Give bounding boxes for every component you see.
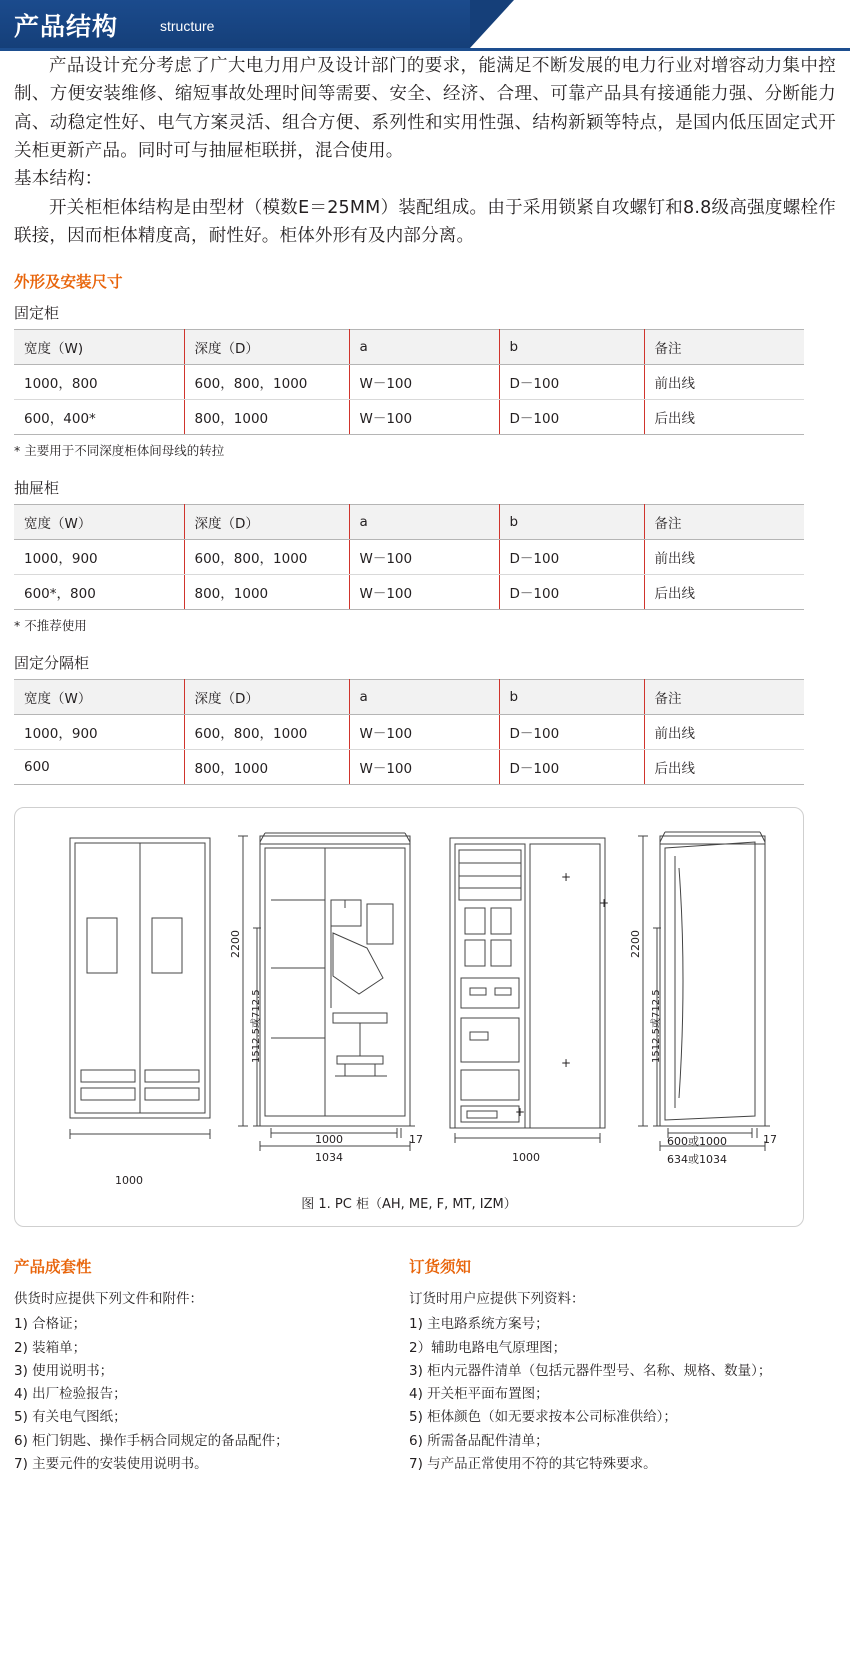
figure-label-front-width: 1000 (115, 1174, 143, 1188)
col-header-b: b (499, 505, 644, 540)
figure-marker-plus-4: + (515, 1105, 526, 1120)
list-item: 1) 合格证； (14, 1316, 87, 1333)
col-header-a: a (349, 330, 499, 365)
col-header-remark: 备注 (644, 680, 804, 715)
cell-width: 600，400* (14, 400, 184, 435)
list-item: 4) 出厂检验报告； (14, 1386, 127, 1403)
table-note-2: * 不推荐使用 (14, 618, 87, 634)
col-header-width: 宽度（W) (14, 330, 184, 365)
header-underline (0, 48, 850, 51)
cell-remark: 前出线 (644, 715, 804, 750)
list-item: 3) 柜内元器件清单（包括元器件型号、名称、规格、数量）； (409, 1362, 772, 1379)
cell-width: 1000，900 (14, 715, 184, 750)
table-group-drawer-cabinet (0, 477, 850, 634)
col-header-b: b (499, 330, 644, 365)
table-header-row (14, 330, 804, 365)
cell-depth: 800，1000 (184, 400, 349, 435)
cell-b: D－100 (499, 575, 644, 610)
list-item: 3) 使用说明书； (14, 1362, 114, 1379)
page-title-en: structure (160, 18, 215, 34)
table-row (14, 540, 804, 575)
ordering-notice-title: 订货须知 (409, 1258, 472, 1277)
cell-b: D－100 (499, 750, 644, 785)
cell-width: 600*，800 (14, 575, 184, 610)
figure-label-side-height: 2200 (629, 930, 642, 959)
figure-label-section-subheight: 1512.5或712.5 (251, 989, 262, 1064)
table-group-fixed-partition-cabinet (0, 652, 850, 785)
dimensions-table-2 (14, 504, 804, 610)
cell-b: D－100 (499, 540, 644, 575)
cell-b: D－100 (499, 365, 644, 400)
intro-section (0, 52, 850, 292)
table-row (14, 750, 804, 785)
col-header-depth: 深度（D） (184, 330, 349, 365)
product-completeness-lead: 供货时应提供下列文件和附件： (14, 1291, 203, 1308)
product-completeness-column (14, 1255, 409, 1476)
figure-label-side-inner-width: 600或1000 (667, 1135, 727, 1149)
list-item: 7) 与产品正常使用不符的其它特殊要求。 (409, 1455, 657, 1472)
dimensions-section-title: 外形及安装尺寸 (14, 273, 123, 292)
cell-depth: 800，1000 (184, 750, 349, 785)
table-header-row (14, 680, 804, 715)
figure-marker-plus-2: + (599, 896, 610, 911)
figure-label-side-subheight: 1512.5或712.5 (651, 989, 662, 1064)
cell-depth: 600，800，1000 (184, 365, 349, 400)
product-completeness-title: 产品成套性 (14, 1258, 92, 1277)
cell-remark: 前出线 (644, 365, 804, 400)
list-item: 4) 开关柜平面布置图； (409, 1386, 549, 1403)
intro-paragraph-1: 产品设计充分考虑了广大电力用户及设计部门的要求，能满足不断发展的电力行业对增容动力集中控制、方便安装维修、缩短事故处理时间等需要、安全、经济、合理、可靠产品具有接通能力强、分断能力高、动稳定性好、电气方案灵活、组合方便、系列性和实用性强、结构新颖等特点，是国内低压固定式开关柜更新产品。同时可与抽屉柜联拼，混合使用。 (14, 56, 836, 162)
bottom-spacer (0, 1476, 850, 1516)
list-item: 1) 主电路系统方案号； (409, 1316, 549, 1333)
list-item: 2) 装箱单； (14, 1339, 87, 1356)
figure-label-third-width: 1000 (512, 1151, 540, 1165)
page-header (0, 0, 850, 52)
table-group-fixed-cabinet (0, 302, 850, 459)
cell-remark: 后出线 (644, 400, 804, 435)
list-item: 5) 有关电气图纸； (14, 1409, 127, 1426)
cell-a: W－100 (349, 540, 499, 575)
figure-label-section-edge: 17 (409, 1133, 423, 1147)
figure-label-section-outer-width: 1034 (315, 1151, 343, 1165)
list-item: 7) 主要元件的安装使用说明书。 (14, 1455, 208, 1472)
table-row (14, 365, 804, 400)
col-header-depth: 深度（D） (184, 505, 349, 540)
list-item: 5) 柜体颜色（如无要求按本公司标准供给）； (409, 1409, 677, 1426)
table-caption-1: 固定柜 (14, 304, 60, 323)
cell-remark: 前出线 (644, 540, 804, 575)
intro-subtitle: 基本结构： (14, 169, 103, 190)
figure-marker-plus-1: + (561, 870, 572, 885)
cell-a: W－100 (349, 575, 499, 610)
table-header-row (14, 505, 804, 540)
cell-a: W－100 (349, 400, 499, 435)
cell-remark: 后出线 (644, 575, 804, 610)
cell-b: D－100 (499, 715, 644, 750)
col-header-remark: 备注 (644, 330, 804, 365)
figure-label-side-edge: 17 (763, 1133, 777, 1147)
col-header-depth: 深度（D） (184, 680, 349, 715)
col-header-remark: 备注 (644, 505, 804, 540)
intro-paragraph-2: 开关柜柜体结构是由型材（模数E＝25MM）装配组成。由于采用锁紧自攻螺钉和8.8级高强度螺栓作联接，因而柜体精度高，耐性好。柜体外形有及内部分离。 (14, 197, 836, 247)
page-title: 产品结构 (14, 12, 119, 41)
ordering-notice-column (409, 1255, 804, 1476)
cell-remark: 后出线 (644, 750, 804, 785)
col-header-b: b (499, 680, 644, 715)
table-note-1: * 主要用于不同深度柜体间母线的转拉 (14, 443, 225, 459)
product-completeness-list (14, 1313, 395, 1476)
table-caption-2: 抽屉柜 (14, 479, 60, 498)
cell-b: D－100 (499, 400, 644, 435)
figure-marker-plus-3: + (561, 1056, 572, 1071)
col-header-a: a (349, 680, 499, 715)
col-header-width: 宽度（W） (14, 505, 184, 540)
cell-depth: 600，800，1000 (184, 715, 349, 750)
figure-label-section-height: 2200 (229, 930, 242, 959)
cell-width: 600 (14, 750, 184, 785)
figure-label-section-inner-width: 1000 (315, 1133, 343, 1147)
table-caption-3: 固定分隔柜 (14, 654, 90, 673)
col-header-width: 宽度（W） (14, 680, 184, 715)
dimensions-table-1 (14, 329, 804, 435)
list-item: 6) 所需备品配件清单； (409, 1432, 549, 1449)
list-item: 6) 柜门钥匙、操作手柄合同规定的备品配件； (14, 1432, 289, 1449)
cell-a: W－100 (349, 365, 499, 400)
dimensions-table-3 (14, 679, 804, 785)
cell-width: 1000，900 (14, 540, 184, 575)
ordering-notice-list (409, 1313, 790, 1476)
ordering-notice-lead: 订货时用户应提供下列资料： (409, 1291, 585, 1308)
bottom-section (14, 1255, 804, 1476)
table-row (14, 575, 804, 610)
figure-panel (14, 807, 804, 1227)
figure-label-side-outer-width: 634或1034 (667, 1153, 727, 1167)
cell-depth: 800，1000 (184, 575, 349, 610)
cell-depth: 600，800，1000 (184, 540, 349, 575)
list-item: 2）辅助电路电气原理图； (409, 1339, 567, 1356)
table-row (14, 400, 804, 435)
cell-a: W－100 (349, 750, 499, 785)
cell-width: 1000，800 (14, 365, 184, 400)
cell-a: W－100 (349, 715, 499, 750)
col-header-a: a (349, 505, 499, 540)
table-row (14, 715, 804, 750)
figure-caption: 图 1. PC 柜（AH, ME, F, MT, IZM） (301, 1197, 517, 1213)
